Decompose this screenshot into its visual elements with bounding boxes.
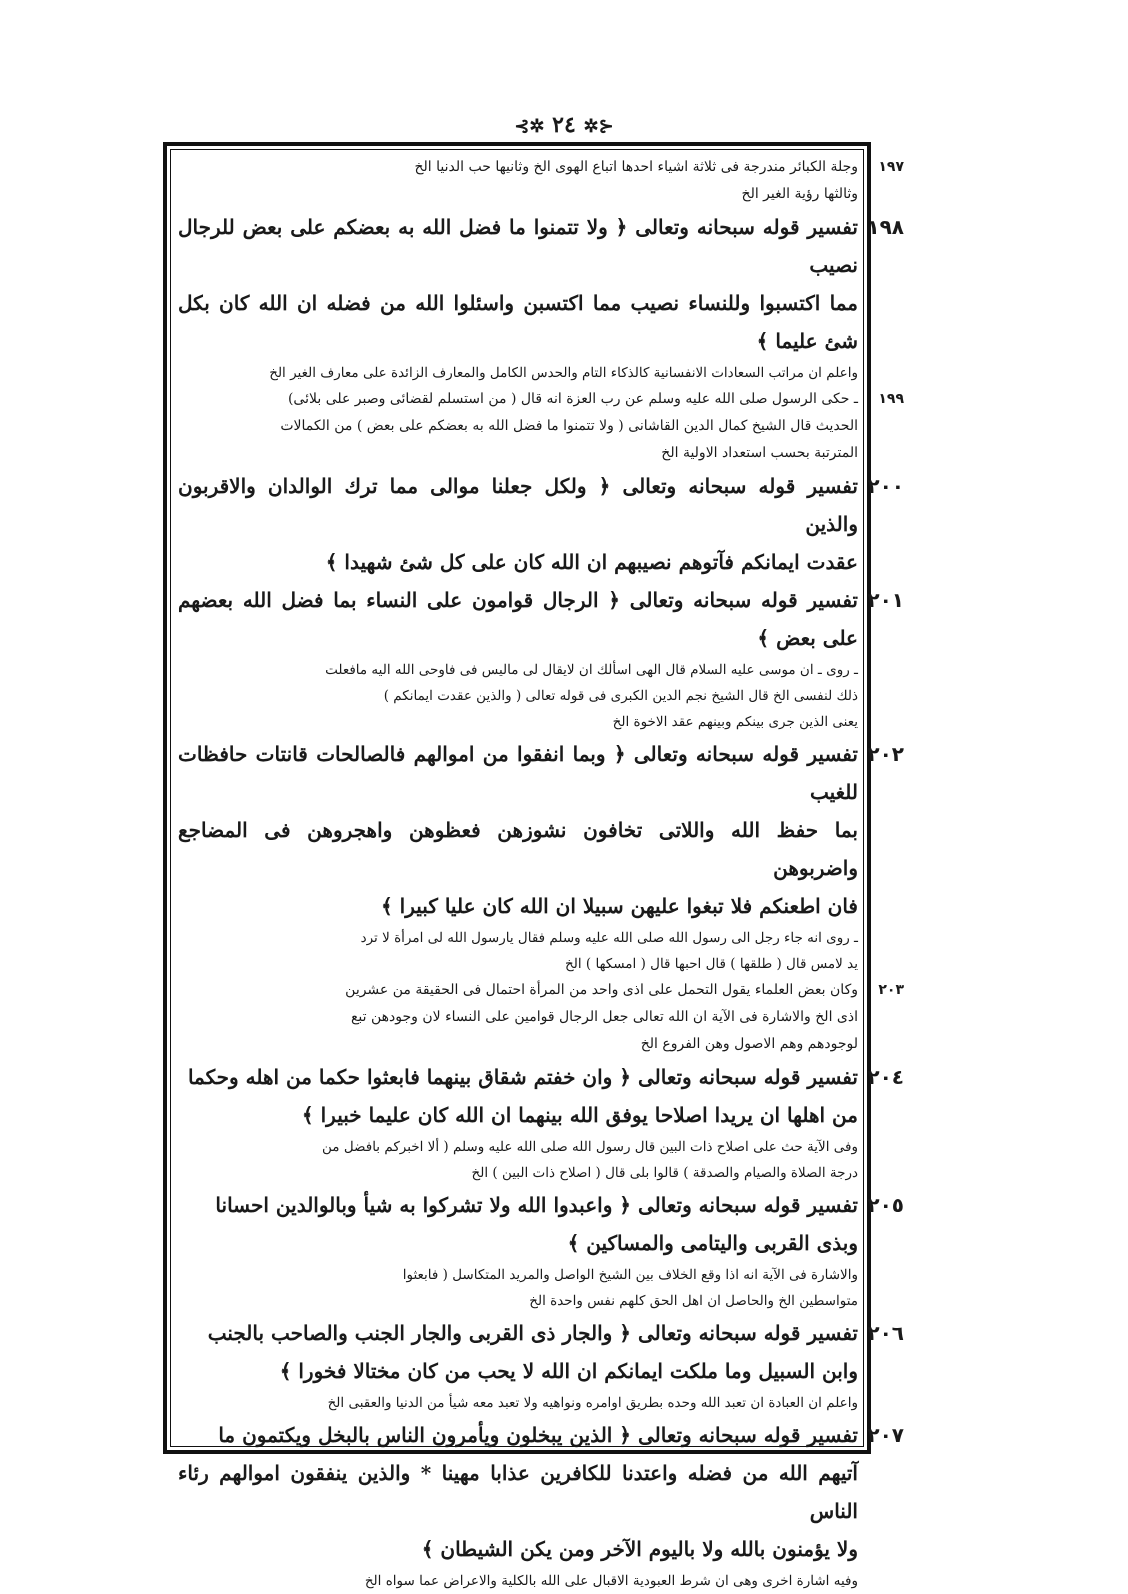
entry-note bbox=[178, 657, 858, 735]
entry-note bbox=[178, 925, 858, 977]
entry-2 bbox=[178, 386, 904, 467]
text-line: تفسير قوله سبحانه وتعالى ﴿ والجار ذى القربى والجار الجنب والصاحب بالجنب bbox=[207, 1321, 858, 1345]
ornament-left-icon: ⊰✲ bbox=[514, 116, 545, 137]
text-line: لوجودهم وهم الاصول وهن الفروع الخ bbox=[640, 1036, 858, 1052]
note-line: ـ روى ـ ان موسى عليه السلام قال الهى اسألك ان لايقال لى ماليس فى فاوحى الله اليه مافعلت bbox=[325, 662, 858, 678]
text-line: وبذى القربى واليتامى والمساكين ﴾ bbox=[567, 1231, 858, 1255]
entry-number: ٢٠٣ bbox=[878, 982, 904, 998]
text-line: تفسير قوله سبحانه وتعالى ﴿ ولكل جعلنا موالى مما ترك الوالدان والاقربون والذين bbox=[178, 474, 858, 536]
entry-text bbox=[178, 1416, 858, 1568]
entry-number: ٢٠١ bbox=[867, 588, 904, 612]
entry-4 bbox=[178, 581, 904, 735]
note-line: يعنى الذين جرى بينكم وبينهم عقد الاخوة الخ bbox=[612, 714, 858, 730]
text-line: تفسير قوله سبحانه وتعالى ﴿ الذين يبخلون ويأمرون الناس بالبخل ويكتمون ما bbox=[218, 1423, 858, 1447]
entry-number: ١٩٨ bbox=[867, 215, 904, 239]
entry-9 bbox=[178, 1314, 904, 1416]
entry-number: ٢٠٧ bbox=[867, 1423, 904, 1447]
entry-text bbox=[178, 386, 858, 467]
text-line: وابن السبيل وما ملكت ايمانكم ان الله لا يحب من كان مختالا فخورا ﴾ bbox=[279, 1359, 858, 1383]
entry-text bbox=[178, 581, 858, 657]
note-line: يد لامس قال ( طلقها ) قال احبها قال ( امسكها ) الخ bbox=[565, 956, 858, 972]
note-line: وفيه اشارة اخرى وهى ان شرط العبودية الاقبال على الله بالكلية والاعراض عما سواه الخ bbox=[364, 1573, 858, 1589]
text-line: الحديث قال الشيخ كمال الدين القاشانى ( ولا تتمنوا ما فضل الله به بعضكم على بعض ) من الكمالات bbox=[280, 418, 858, 434]
text-line: مما اكتسبوا وللنساء نصيب مما اكتسبن واسئلوا الله من فضله ان الله كان بكل شئ عليما ﴾ bbox=[178, 291, 858, 353]
entry-number: ٢٠٤ bbox=[867, 1065, 904, 1089]
text-line: ـ حكى الرسول صلى الله عليه وسلم عن رب العزة انه قال ( من استسلم لقضائى وصبر على بلائى) bbox=[287, 391, 858, 407]
entry-note bbox=[178, 360, 858, 386]
entry-note bbox=[178, 1262, 858, 1314]
text-line: بما حفظ الله واللاتى تخافون نشوزهن فعظوهن واهجروهن فى المضاجع واضربوهن bbox=[178, 818, 859, 880]
text-line: فان اطعنكم فلا تبغوا عليهن سبيلا ان الله كان عليا كبيرا ﴾ bbox=[380, 894, 858, 918]
note-line: درجة الصلاة والصيام والصدقة ) قالوا بلى قال ( اصلاح ذات البين ) الخ bbox=[471, 1165, 858, 1181]
note-line: متواسطين الخ والحاصل ان اهل الحق كلهم نفس واحدة الخ bbox=[529, 1293, 858, 1309]
text-line: ولا يؤمنون بالله ولا باليوم الآخر ومن يكن الشيطان ﴾ bbox=[421, 1537, 858, 1561]
text-line: المترتبة بحسب استعداد الاولية الخ bbox=[661, 445, 858, 461]
ornament-right-icon: ✲⊱ bbox=[583, 116, 614, 137]
text-line: آتيهم الله من فضله واعتدنا للكافرين عذابا مهينا * والذين ينفقون اموالهم رئاء الناس bbox=[178, 1461, 858, 1523]
entry-number: ٢٠٢ bbox=[867, 742, 904, 766]
note-line: ـ روى انه جاء رجل الى رسول الله صلى الله عليه وسلم فقال يارسول الله لى امرأة لا ترد bbox=[360, 930, 858, 946]
page-content bbox=[178, 154, 904, 1589]
text-line: وكان بعض العلماء يقول التحمل على اذى واحد من المرأة احتمال فى الحقيقة من عشرين bbox=[345, 982, 858, 998]
note-line: والاشارة فى الآية انه اذا وقع الخلاف بين الشيخ الواصل والمريد المتكاسل ( فابعثوا bbox=[402, 1267, 858, 1283]
text-line: تفسير قوله سبحانه وتعالى ﴿ واعبدوا الله ولا تشركوا به شيأ وبالوالدين احسانا bbox=[215, 1193, 858, 1217]
text-line: تفسير قوله سبحانه وتعالى ﴿ وان خفتم شقاق بينهما فابعثوا حكما من اهله وحكما bbox=[187, 1065, 858, 1089]
entry-text bbox=[178, 977, 858, 1058]
entry-10 bbox=[178, 1416, 904, 1594]
entry-text bbox=[178, 1058, 858, 1134]
text-line: تفسير قوله سبحانه وتعالى ﴿ وبما انفقوا من اموالهم فالصالحات قانتات حافظات للغيب bbox=[178, 742, 858, 804]
text-line: عقدت ايمانكم فآتوهم نصيبهم ان الله كان على كل شئ شهيدا ﴾ bbox=[325, 550, 858, 574]
entry-6 bbox=[178, 977, 904, 1058]
entry-number: ٢٠٠ bbox=[867, 474, 904, 498]
entry-text bbox=[178, 208, 858, 360]
text-line: وجلة الكبائر مندرجة فى ثلاثة اشياء احدها اتباع الهوى الخ وثانيها حب الدنيا الخ bbox=[414, 159, 858, 175]
entry-text bbox=[178, 154, 858, 208]
text-line: من اهلها ان يريدا اصلاحا يوفق الله بينهما ان الله كان عليما خبيرا ﴾ bbox=[301, 1103, 858, 1127]
note-line: وفى الآية حث على اصلاح ذات البين قال رسول الله صلى الله عليه وسلم ( ألا اخبركم بافضل من bbox=[322, 1139, 858, 1155]
entry-0 bbox=[178, 154, 904, 208]
entry-text bbox=[178, 467, 858, 581]
entry-text bbox=[178, 735, 858, 925]
page-number: ٢٤ bbox=[552, 112, 576, 138]
entry-7 bbox=[178, 1058, 904, 1186]
entry-note bbox=[178, 1568, 858, 1594]
entry-number: ٢٠٦ bbox=[867, 1321, 904, 1345]
page-header bbox=[0, 112, 1128, 138]
entry-8 bbox=[178, 1186, 904, 1314]
entry-note bbox=[178, 1390, 858, 1416]
entry-number: ١٩٧ bbox=[878, 159, 904, 175]
entry-5 bbox=[178, 735, 904, 977]
entry-number: ١٩٩ bbox=[878, 391, 904, 407]
text-line: تفسير قوله سبحانه وتعالى ﴿ ولا تتمنوا ما فضل الله به بعضكم على بعض للرجال نصيب bbox=[178, 215, 858, 277]
entry-3 bbox=[178, 467, 904, 581]
entry-text bbox=[178, 1314, 858, 1390]
text-line: تفسير قوله سبحانه وتعالى ﴿ الرجال قوامون على النساء بما فضل الله بعضهم على بعض ﴾ bbox=[178, 588, 858, 650]
entry-1 bbox=[178, 208, 904, 386]
note-line: واعلم ان العبادة ان تعبد الله وحده بطريق اوامره ونواهيه ولا تعبد معه شيأ من الدنيا والعقبى الخ bbox=[327, 1395, 858, 1411]
text-line: وثالثها رؤية الغير الخ bbox=[741, 186, 858, 202]
note-line: واعلم ان مراتب السعادات الانفسانية كالذكاء التام والحدس الكامل والمعارف الزائدة على معارف الغير الخ bbox=[269, 365, 858, 381]
entry-note bbox=[178, 1134, 858, 1186]
text-line: اذى الخ والاشارة فى الآية ان الله تعالى جعل الرجال قوامين على النساء لان وجودهن تبع bbox=[350, 1009, 858, 1025]
entry-text bbox=[178, 1186, 858, 1262]
note-line: ذلك لنفسى الخ قال الشيخ نجم الدين الكبرى فى قوله تعالى ( والذين عقدت ايمانكم ) bbox=[383, 688, 858, 704]
entry-number: ٢٠٥ bbox=[867, 1193, 904, 1217]
